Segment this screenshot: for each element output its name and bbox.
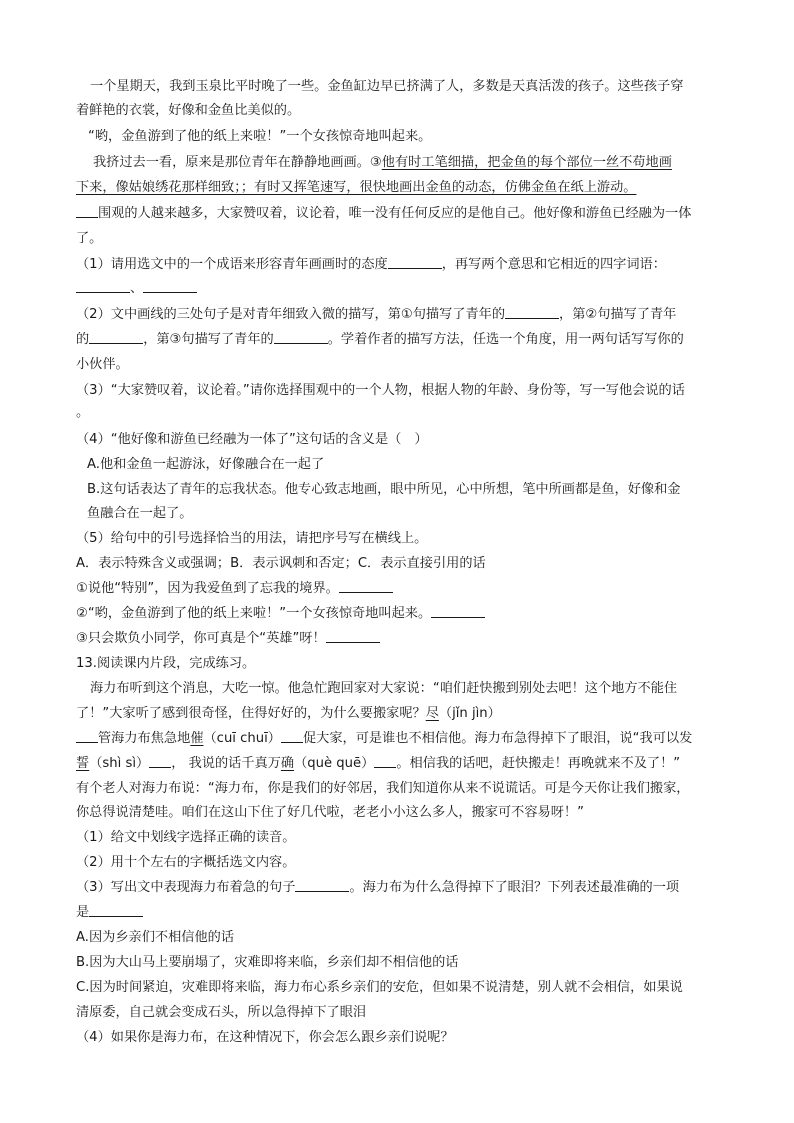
question-2-line-3: 小伙伴。 bbox=[76, 357, 129, 372]
question-5-options: A．表示特殊含义或强调；B．表示讽刺和否定；C．表示直接引用的话 bbox=[76, 556, 486, 571]
text: 管海力布焦急地 bbox=[98, 731, 191, 746]
passage-line-4 bbox=[93, 153, 739, 173]
passage-line-6 bbox=[76, 204, 722, 224]
blank bbox=[76, 729, 98, 743]
s13-question-3 bbox=[76, 878, 722, 898]
text: 了！”大家听了感到很奇怪，住得好好的，为什么要搬家呢？ bbox=[76, 706, 426, 721]
underlined-char: 催 bbox=[190, 731, 204, 746]
answer-blank bbox=[143, 279, 197, 293]
text: 是 bbox=[76, 905, 90, 920]
question-2-text-c: 的 bbox=[76, 332, 90, 347]
underlined-char: 确 bbox=[280, 756, 295, 771]
separator: 、 bbox=[130, 281, 144, 296]
question-4-option-b: B.这句话表达了青年的忘我状态。他专心致志地画，眼中所见，心中所想，笔中所画都是鱼，好像和金 bbox=[87, 482, 681, 497]
text: 。相信我的话吧，赶快搬走！再晚就来不及了！” bbox=[396, 756, 681, 771]
section-13-line-1: 海力布听到这个消息，大吃一惊。他急忙跑回家对大家说：“咱们赶快搬到别处去吧！这个地方不能住 bbox=[90, 681, 678, 696]
question-1 bbox=[76, 255, 722, 275]
question-3-line-2: 。 bbox=[76, 405, 90, 420]
question-2-text-b: ，第②句描写了青年 bbox=[559, 307, 677, 322]
s13-question-3-line-2 bbox=[76, 903, 722, 923]
question-4-option-b-line-2: 鱼融合在一起了。 bbox=[87, 506, 193, 521]
text: 促大家，可是谁也不相信他。海力布急得掉下了眼泪，说“我可以发 bbox=[302, 731, 693, 746]
question-1-text-a: （1）请用选文中的一个成语来形容青年画画时的态度 bbox=[76, 257, 388, 272]
answer-blank bbox=[326, 629, 380, 643]
question-2 bbox=[76, 305, 722, 325]
pinyin-options: （jǐn jìn） bbox=[438, 706, 501, 721]
sentence-text: ②“哟，金鱼游到了他的纸上来啦！”一个女孩惊奇地叫起来。 bbox=[76, 606, 432, 621]
text: ， 我说的话千真万 bbox=[171, 756, 281, 771]
section-13-title: 13.阅读课内片段，完成练习。 bbox=[76, 656, 256, 671]
passage-line-2: 着鲜艳的衣裳，好像和金鱼比美似的。 bbox=[76, 103, 301, 118]
pinyin-options: （shì sì） bbox=[89, 756, 150, 771]
question-2-line-2 bbox=[76, 330, 722, 350]
question-2-text-a: （2）文中画线的三处句子是对青年细致入微的描写，第①句描写了青年的 bbox=[76, 307, 506, 322]
text: （3）写出文中表现海力布着急的句子 bbox=[76, 880, 296, 895]
blank bbox=[76, 204, 98, 218]
passage-line-3: “哟，金鱼游到了他的纸上来啦！”一个女孩惊奇地叫起来。 bbox=[88, 129, 432, 144]
pinyin-options: （cuī chuī） bbox=[203, 731, 281, 746]
pinyin-options: （què quē） bbox=[294, 756, 375, 771]
answer-blank bbox=[76, 279, 130, 293]
s13-option-c-line-2: 清原委，自己就会变成石头，所以急得掉下了眼泪 bbox=[76, 1005, 367, 1020]
s13-option-a: A.因为乡亲们不相信他的话 bbox=[76, 930, 235, 945]
answer-blank bbox=[388, 255, 442, 269]
question-5-sentence-1 bbox=[76, 579, 722, 599]
passage-line-1: 一个星期天，我到玉泉比平时晚了一些。金鱼缸边早已挤满了人，多数是天真活泼的孩子。这些孩子穿 bbox=[90, 79, 684, 94]
section-13-line-3 bbox=[76, 729, 722, 749]
s13-option-c: C.因为时间紧迫，灾难即将来临，海力布心系乡亲们的安危，但如果不说清楚，别人就不会相信，如果说 bbox=[76, 980, 683, 995]
passage-line-6-text: 围观的人越来越多，大家赞叹着，议论着，唯一没有任何反应的是他自己。他好像和游鱼已经融为一体 bbox=[98, 206, 692, 221]
answer-blank bbox=[274, 330, 328, 344]
passage-line-4-text: 我挤过去一看，原来是那位青年在静静地画画。③ bbox=[93, 155, 382, 170]
underlined-sentence-3: 他有时工笔细描，把金鱼的每个部位一丝不苟地画 bbox=[381, 155, 672, 170]
section-13-line-4 bbox=[76, 754, 722, 774]
question-3: （3）“大家赞叹着，议论着。”请你选择围观中的一个人物，根据人物的年龄、身份等，写一写他会说的话 bbox=[76, 383, 685, 398]
underlined-char: 尽 bbox=[425, 706, 439, 721]
sentence-text: ①说他“特别”，因为我爱鱼到了忘我的境界。 bbox=[76, 581, 339, 596]
answer-blank bbox=[295, 878, 349, 892]
question-2-text-e: 。学着作者的描写方法，任选一个角度，用一两句话写写你的 bbox=[327, 332, 684, 347]
blank bbox=[374, 754, 396, 768]
answer-blank bbox=[505, 305, 559, 319]
question-1-text-b: ，再写两个意思和它相近的四字词语： bbox=[441, 257, 666, 272]
answer-blank bbox=[89, 903, 143, 917]
s13-question-4: （4）如果你是海力布，在这种情况下，你会怎么跟乡亲们说呢？ bbox=[76, 1030, 454, 1045]
s13-question-1: （1）给文中划线字选择正确的读音。 bbox=[76, 830, 296, 845]
section-13-line-2 bbox=[76, 704, 722, 724]
question-1-answer-line bbox=[76, 279, 722, 299]
section-13-line-5: 有个老人对海力布说：“海力布，你是我们的好邻居，我们知道你从来不说谎话。可是今天你让我们搬家， bbox=[76, 781, 690, 796]
question-4-option-a: A.他和金鱼一起游泳，好像融合在一起了 bbox=[87, 457, 325, 472]
s13-question-2: （2）用十个左右的字概括选文内容。 bbox=[76, 855, 296, 870]
text: 。海力布为什么急得掉下了眼泪？下列表述最准确的一项 bbox=[349, 880, 680, 895]
answer-blank bbox=[431, 604, 485, 618]
underlined-char: 誓 bbox=[76, 756, 90, 771]
question-5-sentence-2 bbox=[76, 604, 722, 624]
question-5-sentence-3 bbox=[76, 629, 722, 649]
answer-blank bbox=[89, 330, 143, 344]
passage-line-5: 下来，像姑娘绣花那样细致；；有时又挥笔速写，很快地画出金鱼的动态，仿佛金鱼在纸上游动。 bbox=[76, 180, 637, 195]
question-5: （5）给句中的引号选择恰当的用法，请把序号写在横线上。 bbox=[76, 531, 428, 546]
question-4: （4）“他好像和游鱼已经融为一体了”这句话的含义是（ ） bbox=[76, 432, 428, 447]
s13-option-b: B.因为大山马上要崩塌了，灾难即将来临，乡亲们却不相信他的话 bbox=[76, 955, 459, 970]
blank bbox=[149, 754, 171, 768]
blank bbox=[281, 729, 303, 743]
answer-blank bbox=[339, 579, 393, 593]
sentence-text: ③只会欺负小同学，你可真是个“英雄”呀！ bbox=[76, 631, 326, 646]
section-13-line-6: 你总得说清楚哇。咱们在这山下住了好几代啦，老老小小这么多人，搬家可不容易呀！” bbox=[76, 805, 584, 820]
passage-line-7: 了。 bbox=[76, 231, 103, 246]
question-2-text-d: ，第③句描写了青年的 bbox=[143, 332, 274, 347]
